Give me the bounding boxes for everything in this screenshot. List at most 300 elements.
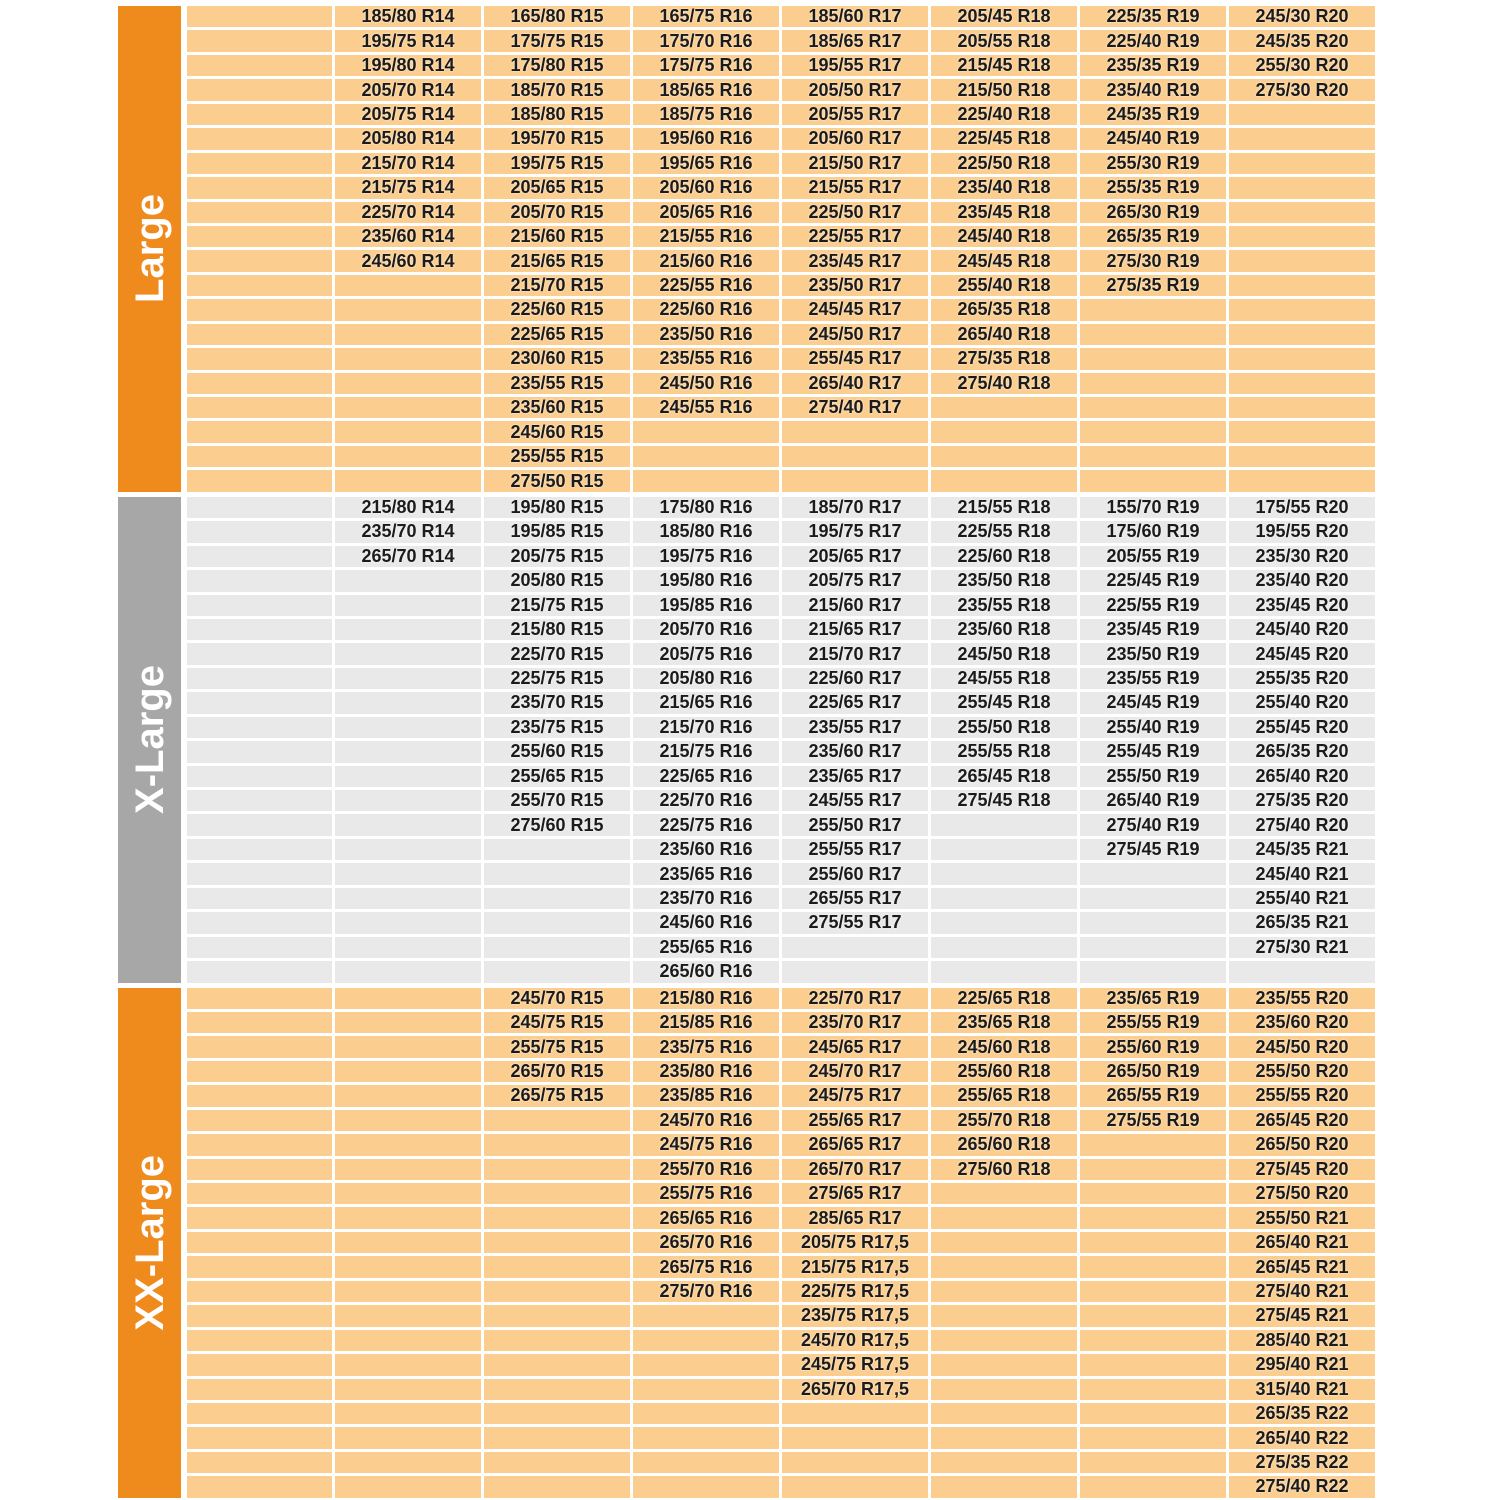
size-cell-empty [187,790,332,811]
size-cell-empty [484,1427,630,1448]
size-cell: 255/55 R19 [1080,1012,1226,1033]
size-cell: 215/65 R17 [782,619,928,640]
size-cell-empty [335,1110,481,1131]
size-cell-empty [187,1305,332,1326]
size-cell: 275/35 R19 [1080,275,1226,296]
size-cell: 255/65 R16 [633,937,779,958]
size-cell: 245/35 R19 [1080,104,1226,125]
size-cell-empty [931,937,1077,958]
size-cell-empty [187,177,332,198]
size-cell: 265/65 R16 [633,1207,779,1228]
size-cell: 225/35 R19 [1080,6,1226,27]
size-cell-empty [484,1183,630,1204]
size-cell-empty [633,1354,779,1375]
size-cell: 265/60 R16 [633,961,779,982]
size-cell-empty [335,348,481,369]
size-cell: 235/40 R20 [1229,570,1375,591]
size-cell-empty [1229,324,1375,345]
size-cell-empty [187,1354,332,1375]
size-cell: 235/55 R19 [1080,668,1226,689]
size-cell-empty [1080,299,1226,320]
size-cell: 185/80 R14 [335,6,481,27]
size-cell: 265/35 R18 [931,299,1077,320]
size-cell: 205/50 R17 [782,79,928,100]
size-cell-empty [1080,888,1226,909]
size-cell: 225/75 R17,5 [782,1281,928,1302]
size-cell: 255/70 R16 [633,1159,779,1180]
size-cell: 235/50 R18 [931,570,1077,591]
size-cell: 225/60 R16 [633,299,779,320]
size-cell: 245/75 R16 [633,1134,779,1155]
size-cell-empty [1080,324,1226,345]
size-cell: 245/40 R21 [1229,863,1375,884]
size-cell-empty [335,1036,481,1057]
size-cell-empty [335,1232,481,1253]
size-cell: 255/30 R20 [1229,55,1375,76]
group-label: Large [127,194,172,304]
size-cell: 215/60 R15 [484,226,630,247]
size-cell: 255/55 R20 [1229,1085,1375,1106]
size-cell: 205/70 R15 [484,202,630,223]
size-cell-empty [931,446,1077,467]
size-cell: 315/40 R21 [1229,1379,1375,1400]
size-cell: 265/70 R15 [484,1061,630,1082]
size-group-x-large [118,497,1375,983]
size-cell: 275/40 R20 [1229,814,1375,835]
size-cell: 265/40 R22 [1229,1427,1375,1448]
size-cell: 185/60 R17 [782,6,928,27]
size-cell-empty [1229,250,1375,271]
size-cell: 165/75 R16 [633,6,779,27]
size-cell-empty [187,446,332,467]
size-cell-empty [335,299,481,320]
size-cell: 275/50 R15 [484,470,630,491]
size-cell-empty [1080,937,1226,958]
size-cell-empty [335,1061,481,1082]
size-grid [187,988,1375,1498]
size-cell-empty [335,668,481,689]
size-cell: 235/75 R15 [484,717,630,738]
size-cell-empty [1080,863,1226,884]
size-cell-empty [335,1305,481,1326]
size-cell-empty [335,619,481,640]
size-cell: 205/55 R17 [782,104,928,125]
size-cell-empty [931,1330,1077,1351]
size-cell: 255/55 R17 [782,839,928,860]
size-cell-empty [187,30,332,51]
size-cell: 235/55 R20 [1229,988,1375,1009]
size-cell: 235/60 R15 [484,397,630,418]
size-cell: 245/70 R16 [633,1110,779,1131]
size-cell: 235/50 R17 [782,275,928,296]
size-cell: 205/65 R16 [633,202,779,223]
size-cell-empty [187,1159,332,1180]
size-cell-empty [931,814,1077,835]
size-cell: 265/65 R17 [782,1134,928,1155]
size-cell: 255/60 R19 [1080,1036,1226,1057]
size-cell: 265/40 R18 [931,324,1077,345]
size-cell-empty [187,79,332,100]
size-cell: 245/60 R18 [931,1036,1077,1057]
size-cell: 225/65 R15 [484,324,630,345]
size-cell-empty [1229,226,1375,247]
size-cell-empty [187,1427,332,1448]
size-cell-empty [1080,1281,1226,1302]
size-cell-empty [1080,961,1226,982]
size-cell-empty [335,643,481,664]
size-cell-empty [1229,104,1375,125]
size-cell: 175/70 R16 [633,30,779,51]
size-cell-empty [335,1403,481,1424]
size-cell-empty [633,1305,779,1326]
size-cell: 245/35 R20 [1229,30,1375,51]
size-cell-empty [187,570,332,591]
size-cell-empty [1080,1403,1226,1424]
size-cell-empty [484,912,630,933]
size-cell-empty [187,814,332,835]
size-cell: 235/60 R16 [633,839,779,860]
size-cell: 265/45 R18 [931,766,1077,787]
size-cell: 175/60 R19 [1080,521,1226,542]
size-cell-empty [187,888,332,909]
size-cell-empty [187,6,332,27]
size-cell: 255/60 R15 [484,741,630,762]
size-cell-empty [484,863,630,884]
size-cell-empty [931,397,1077,418]
size-cell-empty [187,595,332,616]
size-cell: 185/65 R16 [633,79,779,100]
size-cell-empty [782,446,928,467]
group-label: XX-Large [127,1154,172,1331]
size-cell: 275/35 R20 [1229,790,1375,811]
size-cell: 245/35 R21 [1229,839,1375,860]
size-cell-empty [1229,299,1375,320]
size-cell-empty [335,912,481,933]
size-cell: 185/75 R16 [633,104,779,125]
size-cell-empty [1080,348,1226,369]
size-cell: 215/75 R15 [484,595,630,616]
size-cell: 185/80 R16 [633,521,779,542]
size-cell: 275/45 R19 [1080,839,1226,860]
size-grid [187,6,1375,492]
size-cell-empty [187,1281,332,1302]
size-cell: 195/80 R14 [335,55,481,76]
size-cell-empty [931,1354,1077,1375]
size-cell-empty [187,521,332,542]
size-cell: 195/75 R14 [335,30,481,51]
size-cell-empty [187,226,332,247]
size-cell: 275/35 R18 [931,348,1077,369]
size-cell: 255/75 R16 [633,1183,779,1204]
size-cell: 255/45 R20 [1229,717,1375,738]
size-cell: 255/70 R15 [484,790,630,811]
size-cell: 245/55 R16 [633,397,779,418]
size-cell-empty [1229,373,1375,394]
size-cell-empty [484,1379,630,1400]
size-cell-empty [1080,1354,1226,1375]
size-cell: 265/35 R19 [1080,226,1226,247]
size-cell: 275/60 R15 [484,814,630,835]
size-cell: 215/50 R17 [782,153,928,174]
size-cell: 235/60 R14 [335,226,481,247]
size-cell: 275/45 R21 [1229,1305,1375,1326]
size-cell: 235/60 R18 [931,619,1077,640]
size-cell-empty [1229,397,1375,418]
size-cell-empty [484,1134,630,1155]
size-cell-empty [187,1452,332,1473]
size-cell-empty [187,619,332,640]
size-cell-empty [187,397,332,418]
size-cell-empty [931,1281,1077,1302]
size-cell-empty [187,668,332,689]
size-cell: 275/60 R18 [931,1159,1077,1180]
size-cell-empty [187,1232,332,1253]
size-cell: 205/55 R19 [1080,546,1226,567]
size-cell-empty [1080,373,1226,394]
size-cell: 235/65 R17 [782,766,928,787]
size-cell: 255/50 R19 [1080,766,1226,787]
size-cell-empty [1080,1476,1226,1497]
size-cell: 215/80 R14 [335,497,481,518]
size-cell-empty [931,470,1077,491]
size-cell: 225/75 R16 [633,814,779,835]
size-cell-empty [484,1305,630,1326]
size-cell: 235/75 R16 [633,1036,779,1057]
size-cell-empty [335,446,481,467]
size-cell-empty [782,1476,928,1497]
size-cell-empty [335,1085,481,1106]
size-cell: 265/70 R17 [782,1159,928,1180]
size-cell-empty [335,1159,481,1180]
size-cell: 215/70 R16 [633,717,779,738]
size-cell: 255/35 R20 [1229,668,1375,689]
size-cell: 195/55 R17 [782,55,928,76]
size-cell-empty [484,1207,630,1228]
size-cell: 265/50 R19 [1080,1061,1226,1082]
size-cell-empty [633,1330,779,1351]
size-cell-empty [931,1379,1077,1400]
size-cell-empty [335,717,481,738]
size-cell: 185/70 R15 [484,79,630,100]
size-cell: 215/50 R18 [931,79,1077,100]
size-cell-empty [931,1305,1077,1326]
size-cell: 245/75 R17 [782,1085,928,1106]
size-cell: 185/65 R17 [782,30,928,51]
size-cell: 225/65 R17 [782,692,928,713]
size-cell-empty [187,741,332,762]
size-cell: 255/45 R18 [931,692,1077,713]
size-cell: 235/70 R14 [335,521,481,542]
size-cell: 265/35 R21 [1229,912,1375,933]
size-cell-empty [1080,1207,1226,1228]
size-cell-empty [187,1110,332,1131]
size-cell-empty [335,937,481,958]
size-cell: 235/55 R17 [782,717,928,738]
size-cell: 235/60 R20 [1229,1012,1375,1033]
size-cell-empty [484,1256,630,1277]
size-cell: 235/45 R17 [782,250,928,271]
size-cell: 255/65 R18 [931,1085,1077,1106]
size-cell: 225/50 R17 [782,202,928,223]
size-cell: 225/70 R16 [633,790,779,811]
size-cell: 235/55 R16 [633,348,779,369]
size-cell: 265/55 R19 [1080,1085,1226,1106]
size-cell-empty [931,1427,1077,1448]
size-cell: 225/70 R17 [782,988,928,1009]
size-cell: 245/45 R20 [1229,643,1375,664]
size-cell: 275/55 R17 [782,912,928,933]
size-cell-empty [187,470,332,491]
size-cell: 255/50 R18 [931,717,1077,738]
size-cell-empty [335,1354,481,1375]
size-cell: 235/35 R19 [1080,55,1226,76]
size-cell: 205/75 R17 [782,570,928,591]
size-group-large [118,6,1375,492]
size-cell: 205/65 R15 [484,177,630,198]
size-cell: 175/75 R15 [484,30,630,51]
size-cell: 265/75 R15 [484,1085,630,1106]
size-cell: 195/60 R16 [633,128,779,149]
size-cell-empty [187,202,332,223]
size-cell-empty [187,1379,332,1400]
size-cell-empty [187,324,332,345]
size-cell-empty [335,397,481,418]
size-cell: 275/45 R20 [1229,1159,1375,1180]
size-cell-empty [187,1134,332,1155]
size-cell: 245/50 R18 [931,643,1077,664]
size-cell-empty [335,961,481,982]
size-cell-empty [335,988,481,1009]
size-cell: 225/55 R18 [931,521,1077,542]
size-cell-empty [187,1403,332,1424]
size-cell-empty [335,888,481,909]
size-cell: 275/30 R20 [1229,79,1375,100]
size-cell-empty [782,1403,928,1424]
group-sidebar [118,6,181,492]
size-cell: 245/45 R18 [931,250,1077,271]
size-cell-empty [633,1476,779,1497]
size-cell-empty [484,1452,630,1473]
size-cell: 255/65 R17 [782,1110,928,1131]
size-cell: 255/30 R19 [1080,153,1226,174]
size-cell: 255/75 R15 [484,1036,630,1057]
size-cell-empty [1080,1159,1226,1180]
size-cell: 205/75 R16 [633,643,779,664]
size-cell: 295/40 R21 [1229,1354,1375,1375]
size-cell: 215/60 R17 [782,595,928,616]
size-cell: 175/55 R20 [1229,497,1375,518]
size-cell-empty [187,275,332,296]
size-cell-empty [782,1452,928,1473]
size-cell: 245/40 R20 [1229,619,1375,640]
size-cell-empty [335,1256,481,1277]
size-cell-empty [1080,1134,1226,1155]
size-cell: 245/60 R14 [335,250,481,271]
size-cell: 225/40 R18 [931,104,1077,125]
size-cell: 275/45 R18 [931,790,1077,811]
size-cell: 225/60 R17 [782,668,928,689]
size-cell-empty [1080,1379,1226,1400]
size-cell: 195/65 R16 [633,153,779,174]
size-cell-empty [187,1061,332,1082]
size-cell: 275/55 R19 [1080,1110,1226,1131]
size-cell: 265/70 R17,5 [782,1379,928,1400]
size-cell: 235/40 R19 [1080,79,1226,100]
size-cell-empty [335,1012,481,1033]
size-cell: 195/75 R17 [782,521,928,542]
size-cell: 225/60 R15 [484,299,630,320]
size-cell-empty [484,1110,630,1131]
size-cell: 245/50 R17 [782,324,928,345]
size-cell-empty [335,275,481,296]
size-cell: 195/70 R15 [484,128,630,149]
size-cell: 245/40 R19 [1080,128,1226,149]
size-cell-empty [484,1476,630,1497]
size-cell: 205/45 R18 [931,6,1077,27]
size-cell: 235/45 R18 [931,202,1077,223]
size-cell: 195/85 R15 [484,521,630,542]
size-cell-empty [335,863,481,884]
size-cell: 275/40 R21 [1229,1281,1375,1302]
size-cell-empty [187,912,332,933]
size-cell-empty [1229,128,1375,149]
size-cell: 225/70 R14 [335,202,481,223]
size-cell-empty [187,961,332,982]
size-cell: 235/70 R16 [633,888,779,909]
size-cell: 255/50 R20 [1229,1061,1375,1082]
size-cell: 255/55 R15 [484,446,630,467]
size-cell-empty [187,937,332,958]
size-cell-empty [931,1476,1077,1497]
size-cell: 205/55 R18 [931,30,1077,51]
size-cell: 265/55 R17 [782,888,928,909]
size-cell: 245/45 R19 [1080,692,1226,713]
size-cell-empty [484,1403,630,1424]
size-cell: 205/70 R14 [335,79,481,100]
size-cell: 225/65 R18 [931,988,1077,1009]
size-cell: 265/45 R20 [1229,1110,1375,1131]
size-cell: 225/40 R19 [1080,30,1226,51]
size-cell-empty [187,250,332,271]
size-cell-empty [931,1256,1077,1277]
size-cell-empty [187,497,332,518]
size-cell: 255/40 R19 [1080,717,1226,738]
size-cell: 245/55 R18 [931,668,1077,689]
size-cell: 265/40 R17 [782,373,928,394]
size-cell-empty [335,839,481,860]
size-cell: 265/75 R16 [633,1256,779,1277]
size-cell: 185/70 R17 [782,497,928,518]
size-cell-empty [187,863,332,884]
size-cell-empty [335,814,481,835]
size-cell: 215/75 R16 [633,741,779,762]
size-cell-empty [931,421,1077,442]
size-cell-empty [335,766,481,787]
size-cell-empty [335,1330,481,1351]
size-cell-empty [187,839,332,860]
size-cell: 255/50 R21 [1229,1207,1375,1228]
size-cell-empty [484,1159,630,1180]
size-cell: 235/70 R15 [484,692,630,713]
size-cell: 245/60 R16 [633,912,779,933]
size-cell-empty [484,1232,630,1253]
size-cell-empty [187,104,332,125]
size-cell: 235/65 R16 [633,863,779,884]
size-cell-empty [1080,446,1226,467]
size-cell: 235/50 R19 [1080,643,1226,664]
size-cell: 225/50 R18 [931,153,1077,174]
size-cell: 245/70 R17 [782,1061,928,1082]
